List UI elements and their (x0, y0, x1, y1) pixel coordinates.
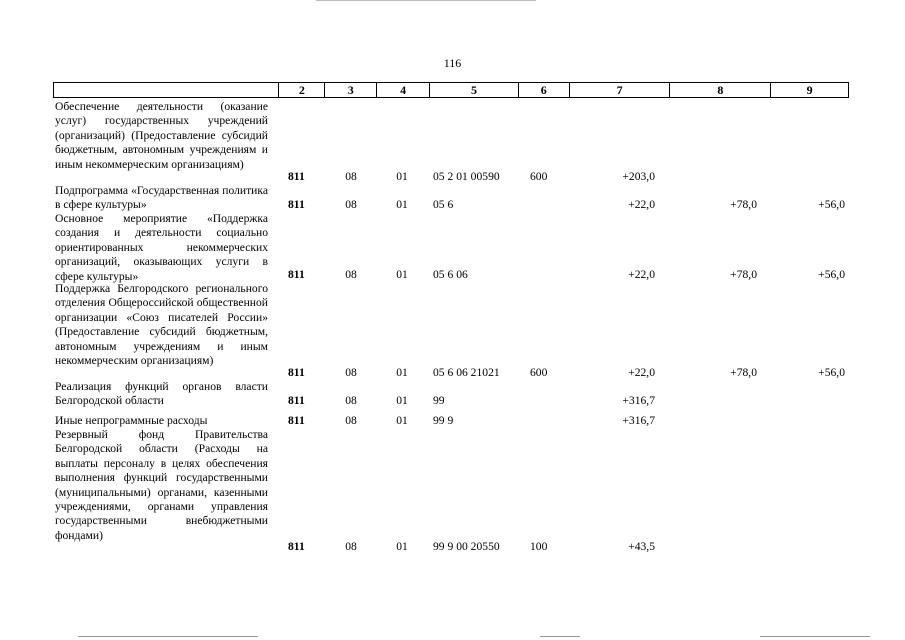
cell-col3: 08 (345, 540, 357, 553)
cell-col4: 01 (396, 540, 408, 553)
cell-col2: 811 (288, 394, 305, 407)
cell-col6: 100 (530, 540, 548, 553)
cell-col7: +43,5 (628, 540, 655, 553)
cell-col4: 01 (396, 414, 408, 427)
cell-col3: 08 (345, 394, 357, 407)
cell-col3: 08 (345, 366, 357, 379)
scan-edge-bottom-right (760, 636, 870, 637)
cell-col9: +56,0 (818, 366, 845, 379)
cell-col3: 08 (345, 268, 357, 281)
cell-col5: 99 (433, 394, 445, 407)
cell-col9: +56,0 (818, 198, 845, 211)
header-cell-8: 8 (669, 83, 770, 97)
cell-col4: 01 (396, 268, 408, 281)
cell-col7: +22,0 (628, 268, 655, 281)
cell-col2: 811 (288, 540, 305, 553)
row-description: Подпрограмма «Государственная политика в сфере культуры» (55, 184, 268, 212)
cell-col2: 811 (288, 366, 305, 379)
cell-col2: 811 (288, 170, 305, 183)
cell-col6: 600 (530, 170, 548, 183)
row-description: Иные непрограммные расходы (55, 414, 208, 427)
cell-col7: +203,0 (622, 170, 655, 183)
row-description: Резервный фонд Правительства Белгородской области (Расходы на выплаты персоналу в целях обеспечения выполнения функций государственными (муниципальными) органами, казенными учреждениями, органами управления государственными внебюджетными фондами) (55, 428, 268, 542)
header-cell-4: 4 (376, 83, 429, 97)
cell-col7: +22,0 (628, 198, 655, 211)
header-cell-1 (54, 83, 278, 97)
cell-col5: 05 2 01 00590 (433, 170, 500, 183)
row-description: Реализация функций органов власти Белгородской области (55, 380, 268, 408)
cell-col7: +316,7 (622, 394, 655, 407)
cell-col3: 08 (345, 170, 357, 183)
header-cell-5: 5 (429, 83, 518, 97)
row-description: Обеспечение деятельности (оказание услуг) государственных учреждений (организаций) (Предоставление субсидий бюджетным, автономным учреждениям и иным некоммерческим организациям) (55, 100, 268, 171)
cell-col4: 01 (396, 198, 408, 211)
table-header (53, 82, 849, 98)
cell-col3: 08 (345, 414, 357, 427)
header-cell-7: 7 (569, 83, 670, 97)
cell-col4: 01 (396, 170, 408, 183)
header-cell-6: 6 (518, 83, 569, 97)
row-description: Основное мероприятие «Поддержка создания и деятельности социально ориентированных некоммерческих организаций, оказывающих услуги в сфере культуры» (55, 212, 268, 283)
cell-col3: 08 (345, 198, 357, 211)
row-description: Поддержка Белгородского регионального отделения Общероссийской общественной организации «Союз писателей России» (Предоставление субсидий бюджетным, автономным учреждениям и иным некоммерческим организациям) (55, 282, 268, 368)
cell-col2: 811 (288, 268, 305, 281)
cell-col2: 811 (288, 198, 305, 211)
header-cell-3: 3 (324, 83, 376, 97)
cell-col8: +78,0 (730, 198, 757, 211)
cell-col2: 811 (288, 414, 305, 427)
scan-edge-top (316, 0, 536, 1)
cell-col6: 600 (530, 366, 548, 379)
cell-col5: 05 6 (433, 198, 454, 211)
cell-col4: 01 (396, 366, 408, 379)
cell-col8: +78,0 (730, 268, 757, 281)
scan-edge-bottom-left (78, 636, 258, 637)
cell-col5: 99 9 (433, 414, 454, 427)
cell-col9: +56,0 (818, 268, 845, 281)
cell-col7: +316,7 (622, 414, 655, 427)
header-cell-9: 9 (770, 83, 848, 97)
cell-col4: 01 (396, 394, 408, 407)
cell-col5: 05 6 06 (433, 268, 468, 281)
cell-col8: +78,0 (730, 366, 757, 379)
page-number: 116 (443, 56, 462, 70)
cell-col5: 05 6 06 21021 (433, 366, 500, 379)
scan-edge-bottom-mid (540, 636, 580, 637)
cell-col7: +22,0 (628, 366, 655, 379)
cell-col5: 99 9 00 20550 (433, 540, 500, 553)
header-cell-2: 2 (278, 83, 324, 97)
